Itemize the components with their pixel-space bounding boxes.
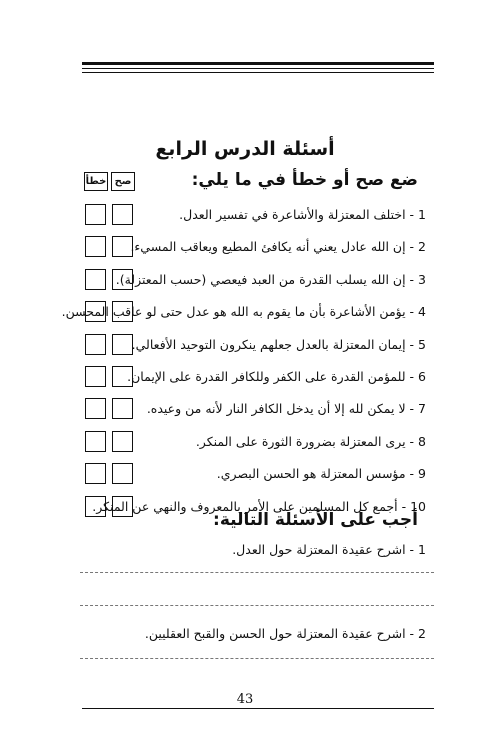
short-question: 2 - اشرح عقيدة المعتزلة حول الحسن والقبح العقليين. <box>144 626 426 641</box>
answer-line[interactable] <box>80 572 434 573</box>
answer-line[interactable] <box>80 658 434 659</box>
statement-row <box>0 204 490 230</box>
statement-text: 5 - إيمان المعتزلة بالعدل جعلهم ينكرون التوحيد الأفعالي. <box>131 337 426 352</box>
right-checkbox[interactable] <box>112 398 133 419</box>
top-rule <box>82 72 434 73</box>
top-rule <box>82 68 434 69</box>
column-header-right: صح <box>111 172 135 191</box>
answer-line[interactable] <box>80 605 434 606</box>
right-checkbox[interactable] <box>112 463 133 484</box>
statement-row <box>0 236 490 262</box>
statement-row <box>0 431 490 457</box>
wrong-checkbox[interactable] <box>85 431 106 452</box>
wrong-checkbox[interactable] <box>85 204 106 225</box>
top-rule <box>82 62 434 65</box>
statement-text: 9 - مؤسس المعتزلة هو الحسن البصري. <box>216 466 426 481</box>
wrong-checkbox[interactable] <box>85 334 106 355</box>
statement-row <box>0 463 490 489</box>
lesson-title: أسئلة الدرس الرابع <box>155 138 335 160</box>
true-false-heading: ضع صح أو خطأ في ما يلي: <box>191 170 418 190</box>
statement-text: 8 - يرى المعتزلة بضرورة الثورة على المنكر. <box>195 434 426 449</box>
questions-heading: أجب على الأسئلة التالية: <box>213 510 418 530</box>
statement-text: 10 - أجمع كل المسلمين على الأمر بالمعروف والنهي عن المنكر. <box>92 499 426 514</box>
wrong-checkbox[interactable] <box>85 236 106 257</box>
statement-text: 3 - إن الله يسلب القدرة من العبد فيعصي (حسب المعتزلة). <box>115 272 426 287</box>
wrong-checkbox[interactable] <box>85 269 106 290</box>
wrong-checkbox[interactable] <box>85 366 106 387</box>
statement-row <box>0 269 490 295</box>
statement-row <box>0 301 490 327</box>
right-checkbox[interactable] <box>112 334 133 355</box>
statement-row <box>0 366 490 392</box>
statement-text: 2 - إن الله عادل يعني أنه يكافئ المطيع ويعاقب المسيء. <box>130 239 426 254</box>
statement-text: 4 - يؤمن الأشاعرة بأن ما يقوم به الله هو عدل حتى لو عاقب المحسن. <box>61 304 426 319</box>
bottom-rule <box>82 708 434 709</box>
column-header-wrong: خطأ <box>84 172 108 191</box>
statement-text: 1 - اختلف المعتزلة والأشاعرة في تفسير العدل. <box>179 207 426 222</box>
page-number: 43 <box>236 692 254 707</box>
short-question: 1 - اشرح عقيدة المعتزلة حول العدل. <box>232 542 426 557</box>
right-checkbox[interactable] <box>112 204 133 225</box>
wrong-checkbox[interactable] <box>85 463 106 484</box>
statement-text: 7 - لا يمكن لله إلا أن يدخل الكافر النار لأنه من وعيده. <box>146 401 426 416</box>
statement-row <box>0 334 490 360</box>
right-checkbox[interactable] <box>112 431 133 452</box>
statement-text: 6 - للمؤمن القدرة على الكفر وللكافر القدرة على الإيمان. <box>127 369 426 384</box>
wrong-checkbox[interactable] <box>85 398 106 419</box>
statement-row <box>0 398 490 424</box>
